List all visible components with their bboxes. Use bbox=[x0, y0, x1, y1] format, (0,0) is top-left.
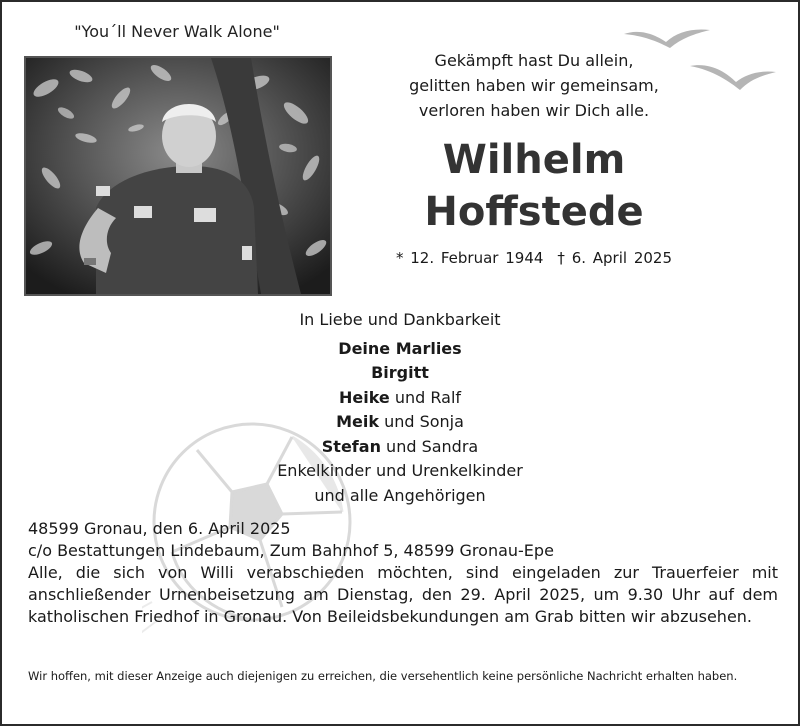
place-date: 48599 Gronau, den 6. April 2025 bbox=[28, 519, 291, 538]
poem-line: verloren haben wir Dich alle. bbox=[418, 101, 650, 120]
portrait-photo bbox=[24, 56, 332, 296]
mourner-name: Stefan bbox=[321, 436, 381, 456]
mourner-name: Birgitt bbox=[371, 363, 429, 382]
birth-date: * 12. Februar 1944 bbox=[395, 249, 544, 267]
contact-address: c/o Bestattungen Lindebaum, Zum Bahnhof 5, 48599 Gronau-Epe bbox=[28, 541, 554, 560]
mourner-name: Meik bbox=[336, 412, 379, 431]
grandchildren: Enkelkinder und Urenkelkinder bbox=[277, 461, 523, 480]
first-name: Wilhelm bbox=[442, 137, 626, 183]
motto-quote: "You´ll Never Walk Alone" bbox=[74, 22, 280, 41]
poem-line: gelitten haben wir gemeinsam, bbox=[409, 76, 659, 95]
mourners-intro: In Liebe und Dankbarkeit bbox=[299, 310, 501, 329]
poem-line: Gekämpft hast Du allein, bbox=[434, 51, 634, 70]
life-dates bbox=[374, 249, 694, 267]
mourner-name: Deine Marlies bbox=[338, 338, 462, 358]
relatives: und alle Angehörigen bbox=[314, 485, 486, 505]
mourner-name: Heike bbox=[338, 387, 390, 407]
bird-icon bbox=[688, 58, 778, 92]
poem bbox=[374, 48, 694, 123]
last-name: Hoffstede bbox=[424, 189, 644, 235]
funeral-details: Alle, die sich von Willi verabschieden möchten, sind eingeladen zur Trauerfeier mit anschließender Urnenbeisetzung am Dienstag, den 29. April 2025, um 9.30 Uhr auf dem katholischen Friedhof in Gronau. Von Beileidsbekundungen am Grab bitten wir abzusehen. bbox=[28, 563, 778, 626]
mourner-partner: und Sandra bbox=[386, 436, 479, 456]
mourners-list bbox=[2, 308, 798, 508]
death-date: † 6. April 2025 bbox=[557, 249, 672, 267]
deceased-name bbox=[374, 134, 694, 238]
mourner-partner: und Sonja bbox=[384, 412, 464, 431]
mourner-partner: und Ralf bbox=[394, 387, 462, 407]
closing-section bbox=[28, 518, 778, 628]
footnote: Wir hoffen, mit dieser Anzeige auch diejenigen zu erreichen, die versehentlich keine persönliche Nachricht erhalten haben. bbox=[28, 669, 738, 683]
